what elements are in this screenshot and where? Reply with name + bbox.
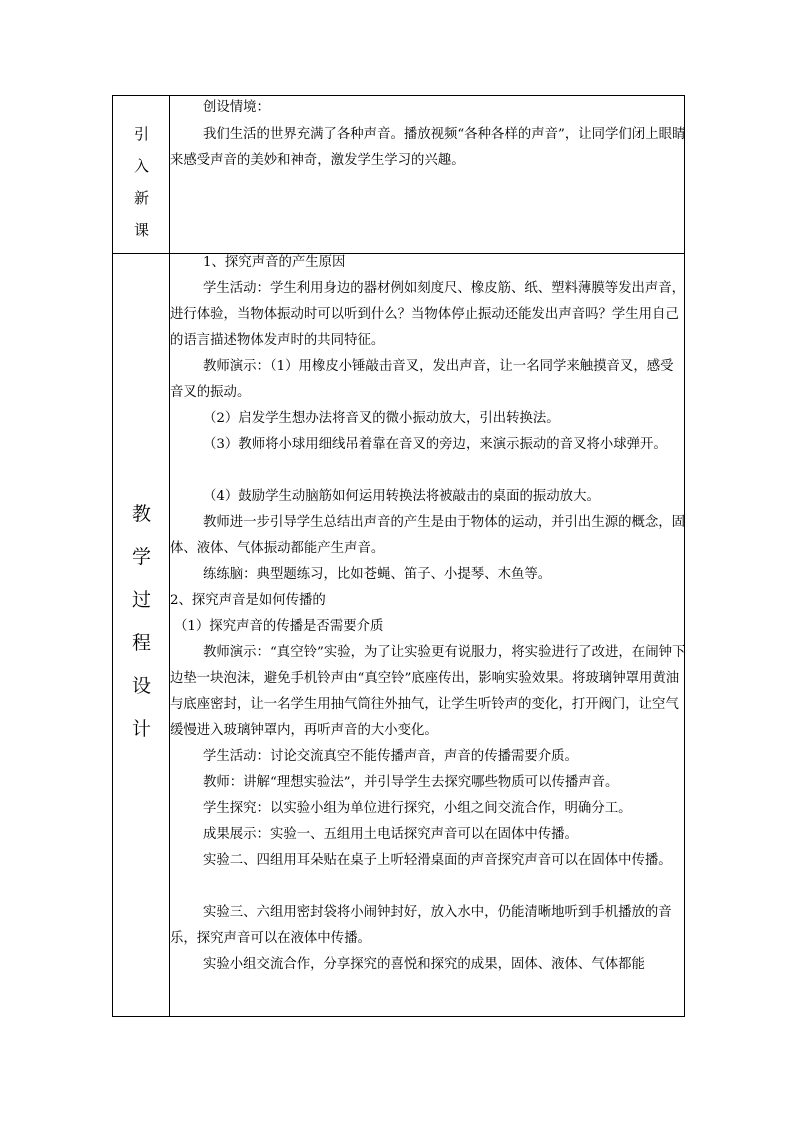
paragraph: 1、探究声音的产生原因 <box>203 255 346 270</box>
section-content-cell <box>170 254 684 1016</box>
paragraph: 学生活动：学生利用身边的器材例如刻度尺、橡皮筋、纸、塑料薄膜等发出声音，进行体验，当物体振动时可以听到什么？当物体停止振动还能发出声音吗？学生用自己的语言描述物体发声时的共同特征。 <box>170 281 686 348</box>
table-row <box>113 96 684 254</box>
paragraph: 练练脑：典型题练习，比如苍蝇、笛子、小提琴、木鱼等。 <box>203 567 552 582</box>
paragraph: （2）启发学生想办法将音叉的微小振动放大，引出转换法。 <box>203 411 560 426</box>
section-label-cell <box>113 254 170 1016</box>
paragraph: 我们生活的世界充满了各种声音。播放视频“各种各样的声音”，让同学们闭上眼睛来感受声音的美妙和神奇，激发学生学习的兴趣。 <box>170 127 686 168</box>
section-label-cell <box>113 96 170 253</box>
paragraph: 学生探究：以实验小组为单位进行探究，小组之间交流合作，明确分工。 <box>203 801 632 816</box>
paragraph: 成果展示：实验一、五组用土电话探究声音可以在固体中传播。 <box>203 827 578 842</box>
table-row <box>113 254 684 1016</box>
section-content-cell <box>170 96 684 253</box>
paragraph: （4）鼓励学生动脑筋如何运用转换法将被敲击的桌面的振动放大。 <box>203 489 600 504</box>
lesson-table <box>112 95 685 1017</box>
paragraph: 实验小组交流合作，分享探究的喜悦和探究的成果，固体、液体、气体都能 <box>203 957 645 972</box>
paragraph: （3）教师将小球用细线吊着靠在音叉的旁边，来演示振动的音叉将小球弹开。 <box>203 437 667 452</box>
paragraph: 教师：讲解“理想实验法”，并引导学生去探究哪些物质可以传播声音。 <box>203 775 619 790</box>
section-label-intro: 引 入 新 课 <box>133 125 149 239</box>
paragraph: 学生活动：讨论交流真空不能传播声音，声音的传播需要介质。 <box>203 749 578 764</box>
paragraph: （1）探究声音的传播是否需要介质 <box>174 619 384 634</box>
paragraph: 创设情境： <box>203 100 270 115</box>
paragraph: 实验三、六组用密封袋将小闹钟封好，放入水中，仍能清晰地听到手机播放的音乐，探究声音可以在液体中传播。 <box>170 905 672 946</box>
section-label-process: 教 学 过 程 设 计 <box>131 503 151 740</box>
paragraph: 实验二、四组用耳朵贴在桌子上听轻滑桌面的声音探究声音可以在固体中传播。 <box>203 853 672 868</box>
paragraph: 教师演示：（1）用橡皮小锤敲击音叉，发出声音，让一名同学来触摸音叉，感受音叉的振动。 <box>170 359 674 400</box>
paragraph: 教师演示：“真空铃”实验，为了让实验更有说服力，将实验进行了改进，在闹钟下边垫一块泡沫，避免手机铃声由“真空铃”底座传出，影响实验效果。将玻璃钟罩用黄油与底座密封，让一名学生用抽气筒往外抽气，让学生听铃声的变化，打开阀门，让空气缓慢进入玻璃钟罩内，再听声音的大小变化。 <box>170 645 686 738</box>
paragraph: 教师进一步引导学生总结出声音的产生是由于物体的运动，并引出生源的概念，固体、液体、气体振动都能产生声音。 <box>170 515 686 556</box>
paragraph: 2、探究声音是如何传播的 <box>170 593 326 608</box>
